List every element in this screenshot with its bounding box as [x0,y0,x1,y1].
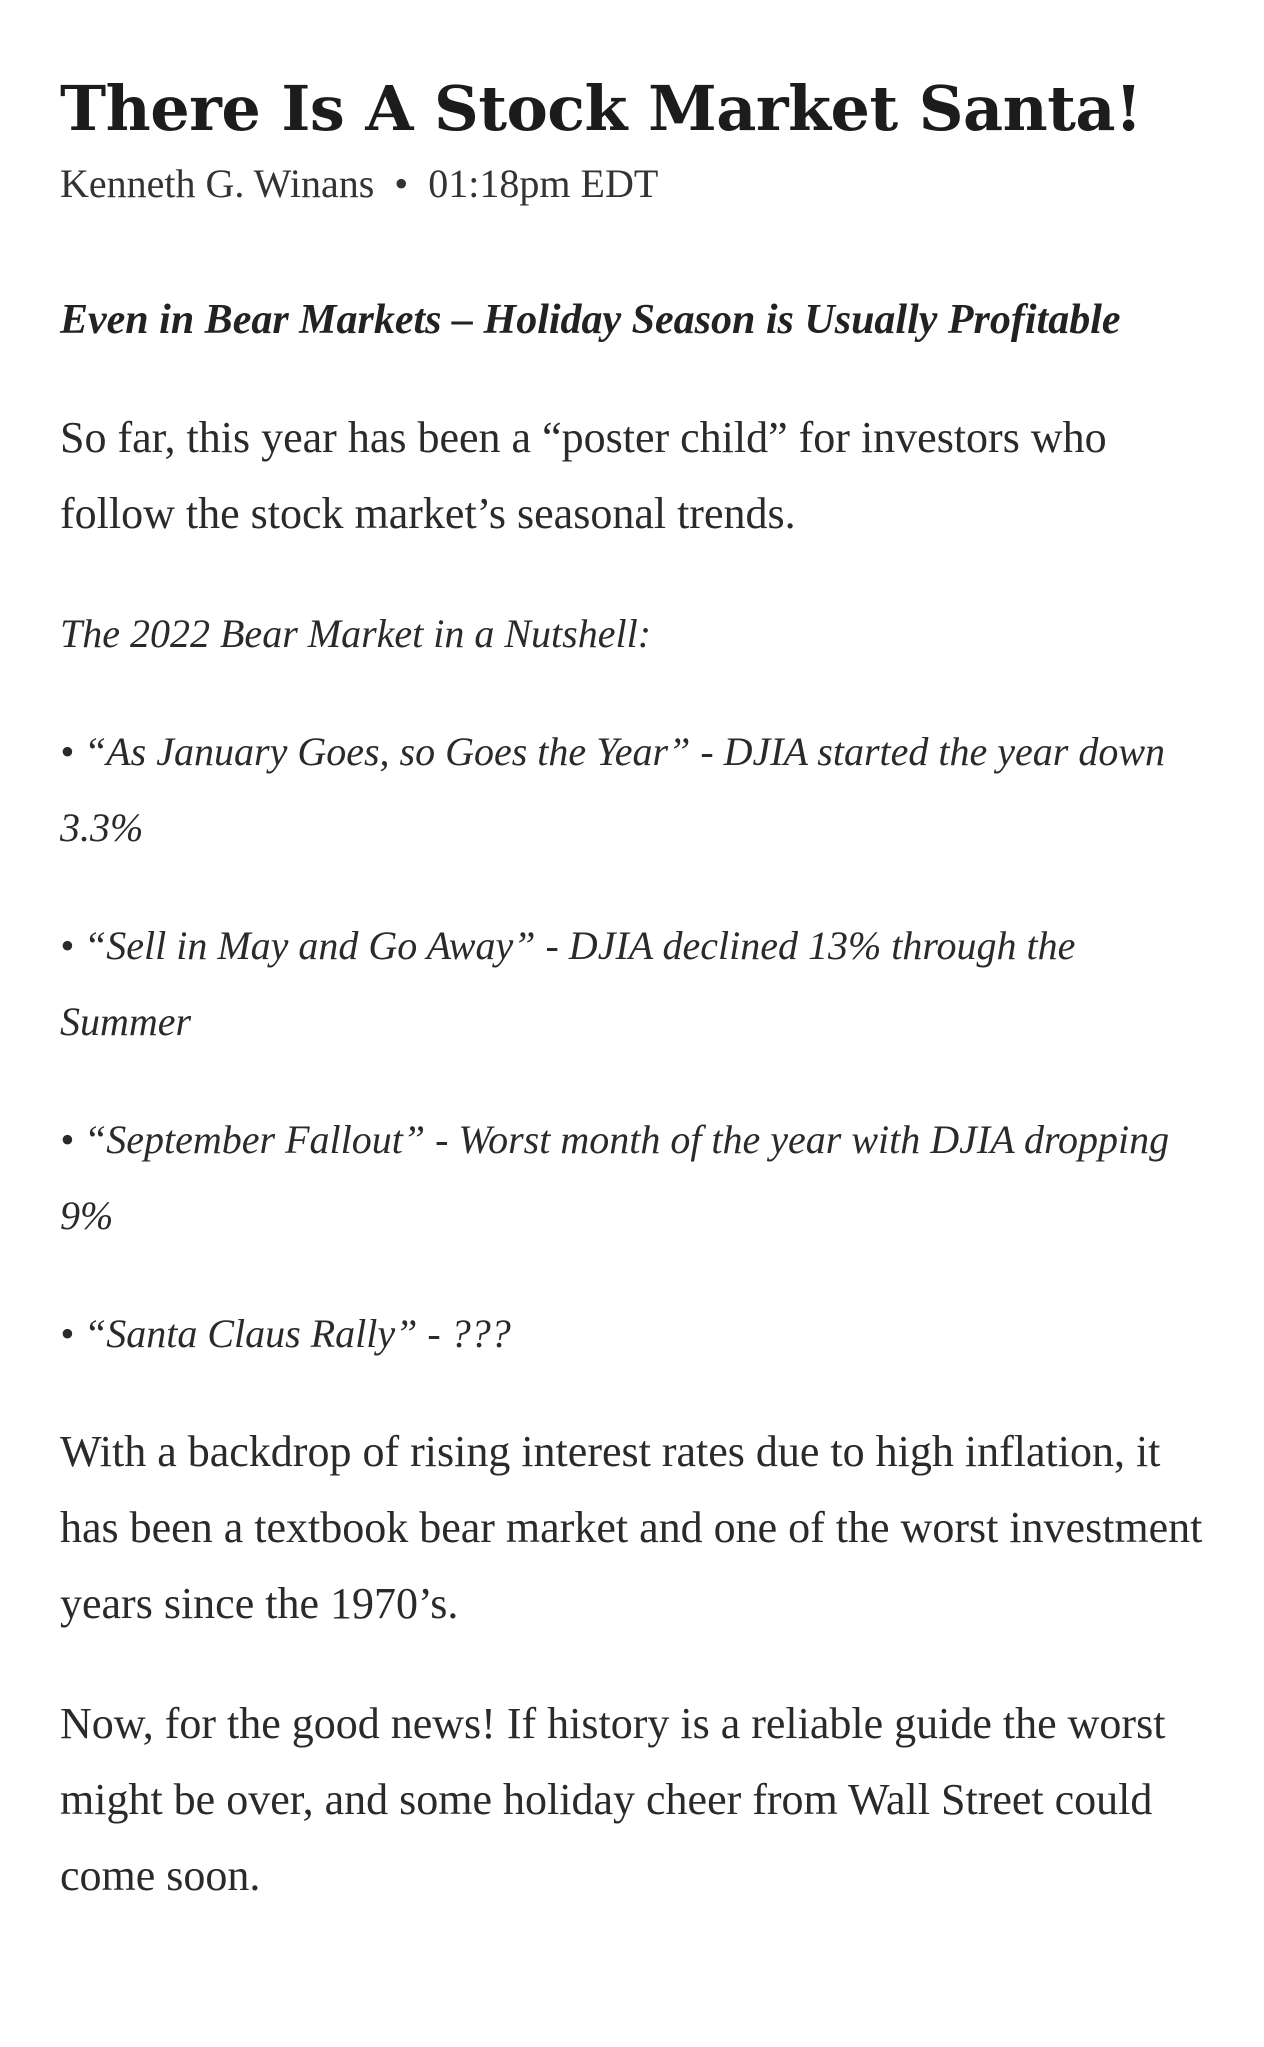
publish-time: 01:18pm EDT [428,161,659,206]
byline [60,158,1210,210]
list-heading: The 2022 Bear Market in a Nutshell: [60,611,652,656]
bullet-item: • “September Fallout” - Worst month of the year with DJIA dropping 9% [60,1117,1170,1238]
article-subhead: Even in Bear Markets – Holiday Season is Usually Profitable [60,297,1121,343]
bullet-item: • “As January Goes, so Goes the Year” - DJIA started the year down 3.3% [60,729,1166,850]
article-title: There Is A Stock Market Santa! [60,72,1142,145]
body-paragraph: Now, for the good news! If history is a reliable guide the worst might be over, and some holiday cheer from Wall Street could come soon. [60,1699,1166,1900]
article [60,68,1210,1958]
bullet-item: • “Santa Claus Rally” - ??? [60,1311,511,1356]
body-paragraph: With a backdrop of rising interest rates due to high inflation, it has been a textbook bear market and one of the worst investment years since the 1970’s. [60,1427,1203,1628]
author-name[interactable]: Kenneth G. Winans [60,161,375,206]
intro-paragraph: So far, this year has been a “poster child” for investors who follow the stock market’s seasonal trends. [60,413,1107,538]
byline-separator: • [394,161,409,206]
bullet-item: • “Sell in May and Go Away” - DJIA declined 13% through the Summer [60,923,1076,1044]
